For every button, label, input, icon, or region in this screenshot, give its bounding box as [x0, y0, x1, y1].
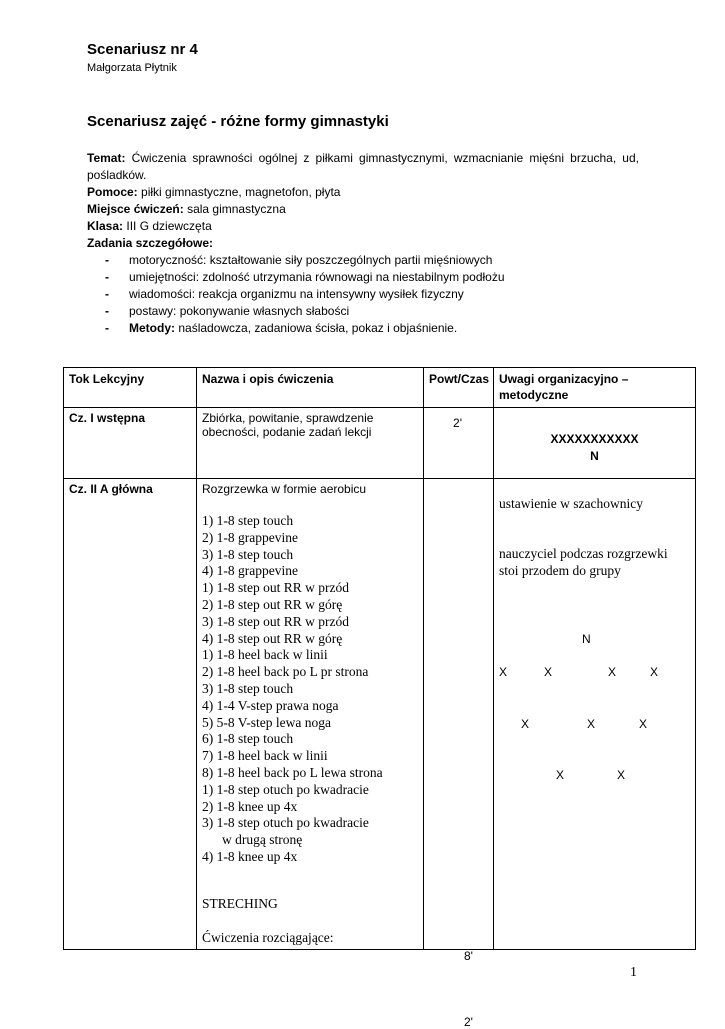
place-label: Miejsce ćwiczeń:	[87, 202, 184, 216]
intro-notes-cell	[494, 408, 696, 479]
list-item: 3) 1-8 step otuch po kwadracie	[202, 815, 369, 831]
list-item: 4) 1-8 grappevine	[202, 563, 298, 579]
list-item	[87, 320, 639, 337]
list-item	[87, 269, 639, 286]
task-text: wiadomości: reakcja organizmu na intensywny wysiłek fizyczny	[129, 287, 464, 301]
list-item: 2) 1-8 grappevine	[202, 529, 298, 545]
list-item: 2) 1-8 heel back po L pr strona	[202, 664, 369, 680]
task-text: postawy: pokonywanie własnych słabości	[129, 304, 350, 318]
table-header-row	[64, 368, 696, 408]
part-intro-cell: Cz. I wstępna	[64, 408, 197, 479]
task-text: motoryczność: kształtowanie siły poszczególnych partii mięśniowych	[129, 253, 493, 267]
table-row	[64, 408, 696, 479]
stretch-time: 2'	[464, 1015, 473, 1029]
intro-time-cell	[424, 408, 494, 479]
place-line	[87, 201, 639, 218]
main-time-cell	[424, 479, 494, 1029]
warmup-intro: Rozgrzewka w formie aerobicu	[202, 482, 367, 496]
list-item: 8) 1-8 heel back po L lewa strona	[202, 764, 383, 780]
list-item: 1) 1-8 heel back w linii	[202, 647, 328, 663]
list-item: 3) 1-8 step touch	[202, 680, 294, 696]
dash-bullet: -	[105, 287, 109, 301]
equipment-label: Pomoce:	[87, 185, 138, 199]
list-item: 2) 1-8 step out RR w górę	[202, 596, 343, 612]
list-item: 3) 1-8 step out RR w przód	[202, 613, 349, 629]
tasks-heading: Zadania szczegółowe:	[87, 236, 214, 250]
note-teacher-line2: stoi przodem do grupy	[499, 563, 621, 578]
task-text: umiejętności: zdolność utrzymania równowagi na niestabilnym podłożu	[129, 270, 505, 284]
header-cell-time: Powt/Czas	[424, 368, 494, 408]
list-item	[87, 286, 639, 303]
list-item: 3) 1-8 step touch	[202, 546, 294, 562]
student-marker: X	[556, 768, 565, 782]
methods-label: Metody:	[129, 321, 175, 335]
list-item: w drugą stronę	[222, 832, 303, 848]
part-main-cell: Cz. II A główna	[64, 479, 197, 950]
lesson-plan-table	[63, 367, 696, 1029]
topic-text: Ćwiczenia sprawności ogólnej z piłkami gimnastycznymi, wzmacnianie mięśni brzucha, ud,	[131, 151, 639, 165]
dash-bullet: -	[105, 270, 109, 284]
student-marker: X	[617, 768, 626, 782]
list-item: 1) 1-8 step touch	[202, 513, 294, 528]
author-name: Małgorzata Płytnik	[87, 62, 177, 74]
warmup-time: 8'	[464, 949, 473, 963]
equipment-value: piłki gimnastyczne, magnetofon, płyta	[141, 185, 341, 199]
dash-bullet: -	[105, 304, 109, 318]
class-label: Klasa:	[87, 219, 124, 233]
list-item: 4) 1-4 V-step prawa noga	[202, 697, 339, 713]
student-marker: X	[608, 665, 617, 679]
student-marker: X	[521, 717, 530, 731]
list-item: 2) 1-8 knee up 4x	[202, 798, 298, 814]
list-item: 1) 1-8 step out RR w przód	[202, 580, 349, 596]
lesson-subject: Scenariusz zajęć - różne formy gimnastyki	[87, 113, 389, 130]
student-marker: X	[587, 717, 596, 731]
student-marker: X	[650, 665, 659, 679]
list-item: 4) 1-8 step out RR w górę	[202, 630, 343, 646]
student-marker: X	[499, 665, 508, 679]
topic-label: Temat:	[87, 151, 126, 165]
exercise-list	[202, 513, 418, 946]
formation-row-x	[499, 431, 690, 465]
header-cell-part: Tok Lekcyjny	[64, 368, 197, 408]
methods-value: naśladowcza, zadaniowa ścisła, pokaz i objaśnienie.	[178, 321, 458, 335]
note-checkerboard: ustawienie w szachownicy	[499, 496, 643, 511]
list-item: 7) 1-8 heel back w linii	[202, 748, 328, 764]
header-cell-description: Nazwa i opis ćwiczenia	[197, 368, 424, 408]
dash-bullet: -	[105, 253, 109, 267]
table-row	[64, 479, 696, 950]
stretching-heading: STRECHING	[202, 895, 278, 911]
note-teacher-line1: nauczyciel podczas rozgrzewki	[499, 546, 668, 561]
class-line	[87, 218, 639, 235]
main-notes-cell	[494, 479, 696, 950]
lesson-meta	[87, 150, 639, 337]
list-item: 6) 1-8 step touch	[202, 731, 294, 747]
formation-line: XXXXXXXXXXX	[550, 432, 639, 446]
tasks-list	[87, 252, 639, 337]
list-item: 5) 5-8 V-step lewa noga	[202, 714, 331, 730]
list-item: 4) 1-8 knee up 4x	[202, 848, 298, 864]
page-number: 1	[630, 965, 637, 980]
stretching-title: Ćwiczenia rozciągające:	[202, 929, 334, 945]
place-value: sala gimnastyczna	[187, 202, 286, 216]
student-marker: X	[639, 717, 648, 731]
teacher-marker: N	[582, 632, 591, 646]
list-item	[87, 303, 639, 320]
student-marker: X	[544, 665, 553, 679]
topic-line2: pośladków.	[87, 168, 147, 182]
intro-time: 2'	[453, 416, 462, 430]
dash-bullet: -	[105, 321, 109, 335]
scenario-title: Scenariusz nr 4	[87, 41, 198, 58]
intro-description-cell: Zbiórka, powitanie, sprawdzenie obecności, podanie zadań lekcji	[197, 408, 424, 479]
equipment-line	[87, 184, 639, 201]
list-item: 1) 1-8 step otuch po kwadracie	[202, 781, 369, 797]
list-item	[87, 252, 639, 269]
teacher-marker: N	[590, 449, 599, 463]
header-cell-notes: Uwagi organizacyjno – metodyczne	[494, 368, 696, 408]
topic-line1	[87, 150, 639, 167]
main-description-cell	[197, 479, 424, 950]
class-value: III G dziewczęta	[126, 219, 212, 233]
